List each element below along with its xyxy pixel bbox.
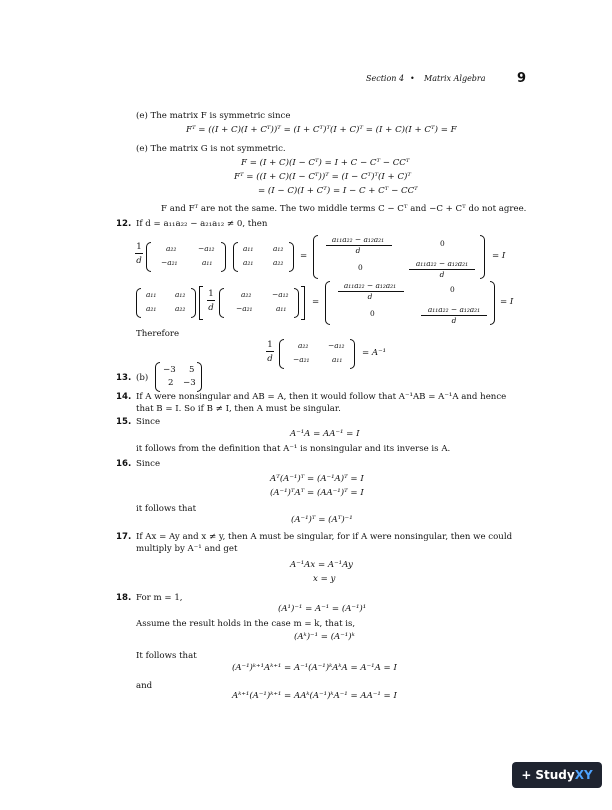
matrix-entry: −3 <box>163 365 176 375</box>
right-paren <box>350 339 355 369</box>
matrix-entry: −3 <box>183 378 196 388</box>
left-paren <box>279 339 284 369</box>
running-header-bullet: • <box>410 74 415 83</box>
matrix-entry: −a₂₁ <box>161 258 178 267</box>
right-bracket <box>301 286 305 320</box>
matrix-entry: a₁₂ <box>175 290 186 299</box>
left-bracket <box>199 286 203 320</box>
fraction-denominator: d <box>267 354 273 364</box>
fraction-denominator: d <box>208 303 214 313</box>
part-e-label-1: (e) The matrix F is symmetric since <box>136 111 291 121</box>
problem-18-equation-1: (A¹)⁻¹ = A⁻¹ = (A⁻¹)¹ <box>278 604 367 614</box>
equation-f-line-3: = (I − C)(I + Cᵀ) = I − C + Cᵀ − CCᵀ <box>258 186 418 196</box>
problem-18-for: For m = 1, <box>136 593 183 603</box>
fraction-denominator: d <box>136 256 142 266</box>
matrix-entry: a₂₂ <box>241 290 252 299</box>
matrix-entry: −a₂₁ <box>293 355 310 364</box>
problem-18-and: and <box>136 681 153 691</box>
fraction-bar <box>135 253 143 254</box>
problem-17-equation-2: x = y <box>313 574 336 584</box>
right-paren <box>197 362 202 392</box>
matrix-entry: 0 <box>370 309 375 318</box>
problem-16-follows: it follows that <box>136 504 197 514</box>
problem-18-assume: Assume the result holds in the case m = k, that is, <box>136 619 356 629</box>
problem-12-number: 12. <box>116 219 132 229</box>
equals-sign: = <box>312 297 320 307</box>
fraction-numerator: 1 <box>267 340 273 350</box>
therefore-text: Therefore <box>136 329 180 339</box>
matrix-entry: a₂₂ <box>166 244 177 253</box>
problem-18-equation-4: Aᵏ⁺¹(A⁻¹)ᵏ⁺¹ = AAᵏ(A⁻¹)ᵏA⁻¹ = AA⁻¹ = I <box>232 691 397 701</box>
matrix-entry: a₂₁ <box>243 258 254 267</box>
matrix-entry: a₂₂ <box>273 258 284 267</box>
logo-study-text: Study <box>535 768 575 782</box>
problem-18-equation-3: (A⁻¹)ᵏ⁺¹Aᵏ⁺¹ = A⁻¹(A⁻¹)ᵏAᵏA = A⁻¹A = I <box>232 663 397 673</box>
matrix-entry: a₂₁ <box>146 304 157 313</box>
problem-14-line-2: that B = I. So if B ≠ I, then A must be singular. <box>136 404 341 414</box>
equation-f-line-2: Fᵀ = ((I + C)(I − Cᵀ))ᵀ = (I − Cᵀ)ᵀ(I + C)ᵀ <box>234 172 412 182</box>
problem-18-equation-2: (Aᵏ)⁻¹ = (A⁻¹)ᵏ <box>294 632 355 642</box>
problem-17-line-1: If Ax = Ay and x ≠ y, then A must be singular, for if A were nonsingular, then we could <box>136 532 513 542</box>
matrix-entry: a₁₂ <box>273 244 284 253</box>
f-not-equal-note: F and Fᵀ are not the same. The two middle terms C − Cᵀ and −C + Cᵀ do not agree. <box>161 204 527 214</box>
fraction-denominator: d <box>367 292 373 301</box>
problem-14-line-1: If A were nonsingular and AB = A, then it would follow that A⁻¹AB = A⁻¹A and hence <box>136 392 507 402</box>
problem-17-line-2: multiply by A⁻¹ and get <box>136 544 238 554</box>
right-paren <box>289 242 294 272</box>
plus-icon: + <box>521 768 532 782</box>
problem-16-line-2: (A⁻¹)ᵀAᵀ = (AA⁻¹)ᵀ = I <box>270 488 364 498</box>
problem-12-statement: If d = a₁₁a₂₂ − a₂₁a₁₂ ≠ 0, then <box>136 219 268 229</box>
page-number: 9 <box>517 71 527 86</box>
problem-16-line-1: Aᵀ(A⁻¹)ᵀ = (A⁻¹A)ᵀ = I <box>270 474 364 484</box>
left-paren <box>136 288 141 318</box>
problem-15-equation: A⁻¹A = AA⁻¹ = I <box>290 429 360 439</box>
equals-identity: = I <box>492 251 506 261</box>
left-paren <box>219 288 224 318</box>
left-paren <box>146 242 151 272</box>
right-paren <box>490 281 495 325</box>
left-paren <box>155 362 160 392</box>
matrix-entry: a₁₁ <box>202 258 213 267</box>
fraction-bar <box>207 300 215 301</box>
equation-f-symmetric: Fᵀ = ((I + C)(I + Cᵀ))ᵀ = (I + Cᵀ)ᵀ(I + C)ᵀ = (I + C)(I + Cᵀ) = F <box>186 125 457 135</box>
running-header-section: Section 4 <box>366 74 405 83</box>
matrix-entry: a₂₂ <box>175 304 186 313</box>
left-paren <box>325 281 330 325</box>
fraction-numerator: a₁₁a₂₂ − a₁₂a₂₁ <box>427 305 481 314</box>
fraction-denominator: d <box>439 270 445 279</box>
problem-16-number: 16. <box>116 459 132 469</box>
right-paren <box>480 235 485 279</box>
matrix-entry: −a₁₂ <box>272 290 289 299</box>
matrix-entry: a₁₁ <box>276 304 287 313</box>
fraction-numerator: a₁₁a₂₂ − a₁₂a₂₁ <box>331 235 385 244</box>
problem-15-since: Since <box>136 417 161 427</box>
problem-14-number: 14. <box>116 392 132 402</box>
problem-13-label: (b) <box>136 373 149 383</box>
equals-identity: = I <box>500 297 514 307</box>
equation-f-line-1: F = (I + C)(I − Cᵀ) = I + C − Cᵀ − CCᵀ <box>241 158 410 168</box>
problem-17-equation-1: A⁻¹Ax = A⁻¹Ay <box>290 560 353 570</box>
running-header-title: Matrix Algebra <box>424 74 486 83</box>
problem-16-equation: (A⁻¹)ᵀ = (Aᵀ)⁻¹ <box>291 515 353 525</box>
matrix-entry: −a₁₂ <box>328 341 345 350</box>
matrix-entry: 5 <box>189 365 195 375</box>
problem-16-since: Since <box>136 459 161 469</box>
matrix-entry: 0 <box>450 285 455 294</box>
matrix-entry: a₁₁ <box>146 290 157 299</box>
matrix-entry: a₁₁ <box>243 244 254 253</box>
left-paren <box>313 235 318 279</box>
matrix-entry: −a₂₁ <box>236 304 253 313</box>
matrix-entry: 0 <box>440 239 445 248</box>
left-paren <box>233 242 238 272</box>
fraction-numerator: a₁₁a₂₂ − a₁₂a₂₁ <box>415 259 469 268</box>
problem-15-number: 15. <box>116 417 132 427</box>
matrix-entry: 0 <box>358 263 363 272</box>
fraction-denominator: d <box>355 246 361 255</box>
matrix-entry: a₂₂ <box>298 341 309 350</box>
inverse-result: = A⁻¹ <box>362 348 387 358</box>
matrix-entry: 2 <box>168 378 174 388</box>
fraction-numerator: 1 <box>208 289 214 299</box>
problem-18-number: 18. <box>116 593 132 603</box>
fraction-numerator: 1 <box>136 242 142 252</box>
right-paren <box>294 288 299 318</box>
logo-xy-text: XY <box>574 768 593 782</box>
part-e-label-2: (e) The matrix G is not symmetric. <box>136 144 286 154</box>
matrix-entry: a₁₁ <box>332 355 343 364</box>
matrix-entry: −a₁₂ <box>198 244 215 253</box>
problem-18-follows: It follows that <box>136 651 197 661</box>
equals-sign: = <box>300 251 308 261</box>
fraction-bar <box>266 351 274 352</box>
fraction-denominator: d <box>451 316 457 325</box>
fraction-numerator: a₁₁a₂₂ − a₁₂a₂₁ <box>343 281 397 290</box>
right-paren <box>221 242 226 272</box>
right-paren <box>191 288 196 318</box>
studyxy-logo[interactable] <box>512 762 602 788</box>
problem-15-text: it follows from the definition that A⁻¹ is nonsingular and its inverse is A. <box>136 444 451 454</box>
problem-17-number: 17. <box>116 532 132 542</box>
problem-13-number: 13. <box>116 373 132 383</box>
